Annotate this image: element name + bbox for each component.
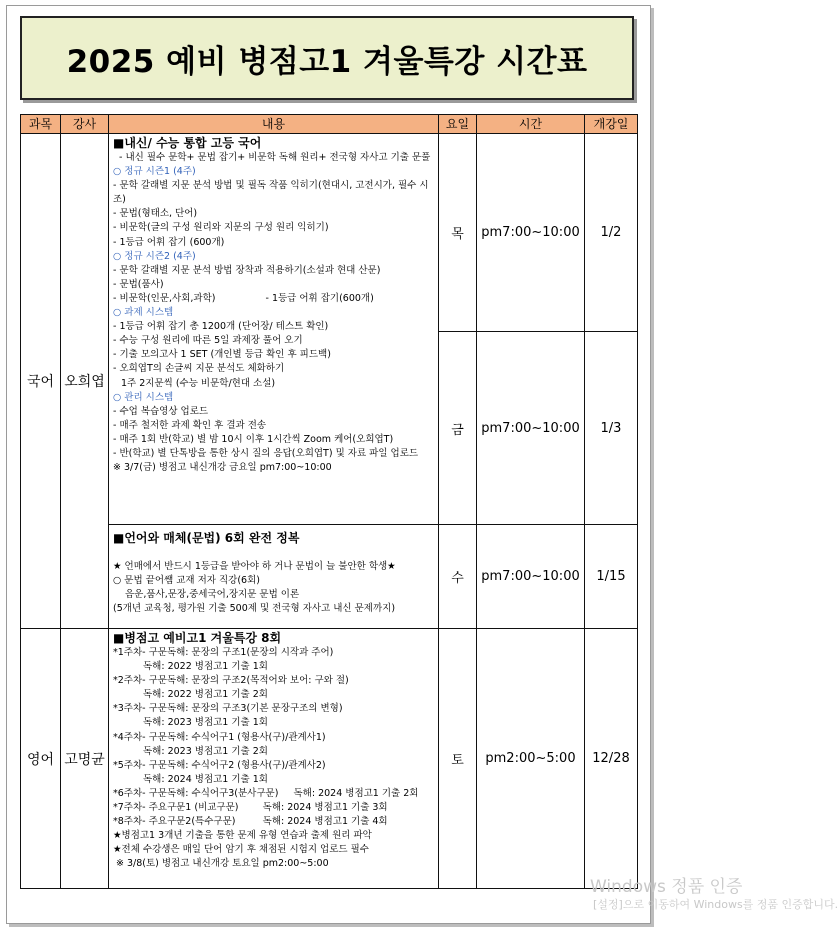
content-line: ★전체 수강생은 매일 단어 암기 후 채점된 시험지 업로드 필수 bbox=[113, 844, 369, 856]
content-line: 독해: 2022 병점고1 기출 1회 bbox=[143, 661, 268, 673]
teacher-korean: 오희엽 bbox=[61, 134, 109, 629]
day-cell: 금 bbox=[439, 332, 477, 525]
content-line: - 문법(품사) bbox=[113, 278, 164, 290]
table-row bbox=[21, 134, 638, 332]
content-line: - 매주 철저한 과제 확인 후 결과 전송 bbox=[113, 419, 267, 431]
content-line: (5개년 교육청, 평가원 기출 500제 및 전국형 자사고 내신 문제까지) bbox=[113, 603, 396, 615]
content-line: *2주차- 구문독해: 문장의 구조2(목적어와 보어: 구와 절) bbox=[113, 675, 349, 687]
content-korean-regular bbox=[109, 134, 439, 525]
content-line: ○ 문법 끝어쌤 교재 저자 직강(6회) bbox=[113, 575, 260, 587]
header-start: 개강일 bbox=[585, 115, 638, 134]
content-line: ○ 정규 시즌1 (4주) bbox=[113, 166, 196, 178]
table-row bbox=[21, 629, 638, 889]
start-cell: 1/15 bbox=[585, 525, 638, 629]
page-title: 2025 예비 병점고1 겨울특강 시간표 bbox=[66, 43, 588, 80]
content-line: 1주 2지문씩 (수능 비문학/현대 소설) bbox=[121, 377, 276, 389]
content-line: 독해: 2022 병점고1 기출 2회 bbox=[143, 689, 268, 701]
content-line: 음운,품사,문장,중세국어,장지문 문법 이론 bbox=[125, 589, 300, 601]
content-line: *6주차- 구문독해: 수식어구3(분사구문) 독해: 2024 병점고1 기출 2회 bbox=[113, 787, 419, 799]
content-line: ○ 관리 시스템 bbox=[113, 391, 174, 403]
content-title: ■병점고 예비고1 겨울특강 8회 bbox=[113, 631, 282, 645]
content-line bbox=[113, 292, 435, 306]
day-cell: 토 bbox=[439, 629, 477, 889]
start-cell: 12/28 bbox=[585, 629, 638, 889]
content-line: ★ 언매에서 반드시 1등급을 받아야 하 거나 문법이 늘 불안한 학생★ bbox=[113, 561, 396, 572]
content-line: - 오희엽T의 손글씨 지문 분석도 체화하기 bbox=[113, 363, 285, 375]
content-line: ※ 3/7(금) 병점고 내신개강 금요일 pm7:00~10:00 bbox=[113, 462, 332, 474]
content-line: 독해: 2023 병점고1 기출 1회 bbox=[143, 717, 268, 729]
time-cell: pm7:00~10:00 bbox=[477, 525, 585, 629]
time-cell: pm7:00~10:00 bbox=[477, 134, 585, 332]
content-segment: - 1등급 어휘 잡기(600개) bbox=[265, 292, 374, 304]
content-title: ■언어와 매체(문법) 6회 완전 정복 bbox=[113, 531, 300, 545]
header-teacher: 강사 bbox=[61, 115, 109, 134]
content-line: *7주차- 주요구문1 (비교구문) 독해: 2024 병점고1 기출 3회 bbox=[113, 802, 388, 814]
header-subject: 과목 bbox=[21, 115, 61, 134]
time-cell: pm7:00~10:00 bbox=[477, 332, 585, 525]
content-line: - 내신 필수 문학+ 문법 잡기+ 비문학 독해 원리+ 전국형 자사고 기출 문풀 bbox=[119, 152, 431, 163]
content-segment: - 비문학(인문,사회,과학) bbox=[113, 292, 216, 304]
content-line: - 수능 구성 원리에 따른 5일 과제장 풀어 오기 bbox=[113, 335, 303, 347]
content-line: - 기출 모의고사 1 SET (개인별 등급 확인 후 피드백) bbox=[113, 349, 331, 361]
activation-watermark-text: [설정]으로 이동하여 Windows를 정품 인증합니다. bbox=[593, 898, 838, 911]
table-row bbox=[21, 525, 638, 629]
content-line: ※ 3/8(토) 병점고 내신개강 토요일 pm2:00~5:00 bbox=[116, 858, 329, 870]
header-time: 시간 bbox=[477, 115, 585, 134]
start-cell: 1/2 bbox=[585, 134, 638, 332]
content-line: ○ 정규 시즌2 (4주) bbox=[113, 250, 196, 262]
subject-korean: 국어 bbox=[21, 134, 61, 629]
content-line: *3주차- 구문독해: 문장의 구조3(기본 문장구조의 변형) bbox=[113, 703, 343, 715]
content-line: - 반(학교) 별 단톡방을 통한 상시 질의 응답(오희엽T) 및 자료 파일 업로드 bbox=[113, 447, 419, 459]
content-line: - 문학 갈래별 지문 분석 방법 장착과 적용하기(소설과 현대 산문) bbox=[113, 264, 381, 276]
content-line: *5주차- 구문독해: 수식어구2 (형용사(구)/관계사2) bbox=[113, 759, 326, 771]
content-line: - 문학 갈래별 지문 분석 방법 및 필독 작품 익히기(현대시, 고전시가, 필수 시조) bbox=[113, 180, 429, 206]
header-row bbox=[21, 115, 638, 134]
content-line: *4주차- 구문독해: 수식어구1 (형용사(구)/관계사1) bbox=[113, 731, 326, 743]
subject-english: 영어 bbox=[21, 629, 61, 889]
teacher-english: 고명균 bbox=[61, 629, 109, 889]
start-cell: 1/3 bbox=[585, 332, 638, 525]
content-line: - 매주 1회 반(학교) 별 밤 10시 이후 1시간씩 Zoom 케어(오희엽T) bbox=[113, 433, 394, 445]
content-title: ■내신/ 수능 통합 고등 국어 bbox=[113, 136, 262, 150]
time-cell: pm2:00~5:00 bbox=[477, 629, 585, 889]
day-cell: 목 bbox=[439, 134, 477, 332]
content-korean-grammar bbox=[109, 525, 439, 629]
content-line: - 문법(형태소, 단어) bbox=[113, 208, 198, 220]
content-line: - 비문학(글의 구성 원리와 지문의 구성 원리 익히기) bbox=[113, 222, 329, 234]
content-line: 독해: 2024 병점고1 기출 1회 bbox=[143, 773, 268, 785]
content-line: *8주차- 주요구문2(특수구문) 독해: 2024 병점고1 기출 4회 bbox=[113, 816, 388, 828]
content-line: ★병점고1 3개년 기출을 통한 문제 유형 연습과 출제 원리 파악 bbox=[113, 830, 372, 842]
title-banner bbox=[20, 16, 634, 100]
content-line: - 1등급 어휘 잡기 총 1200개 (단어장/ 테스트 확인) bbox=[113, 321, 329, 333]
content-line: ○ 과제 시스템 bbox=[113, 307, 174, 319]
header-content: 내용 bbox=[109, 115, 439, 134]
activation-watermark-title: Windows 정품 인증 bbox=[590, 877, 743, 897]
header-day: 요일 bbox=[439, 115, 477, 134]
content-line: - 1등급 어휘 잡기 (600개) bbox=[113, 236, 225, 248]
content-english bbox=[109, 629, 439, 889]
content-line: 독해: 2023 병점고1 기출 2회 bbox=[143, 745, 268, 757]
schedule-table bbox=[20, 114, 638, 889]
day-cell: 수 bbox=[439, 525, 477, 629]
content-line: *1주차- 구문독해: 문장의 구조1(문장의 시작과 주어) bbox=[113, 647, 334, 658]
content-line: - 수업 복습영상 업로드 bbox=[113, 405, 209, 417]
